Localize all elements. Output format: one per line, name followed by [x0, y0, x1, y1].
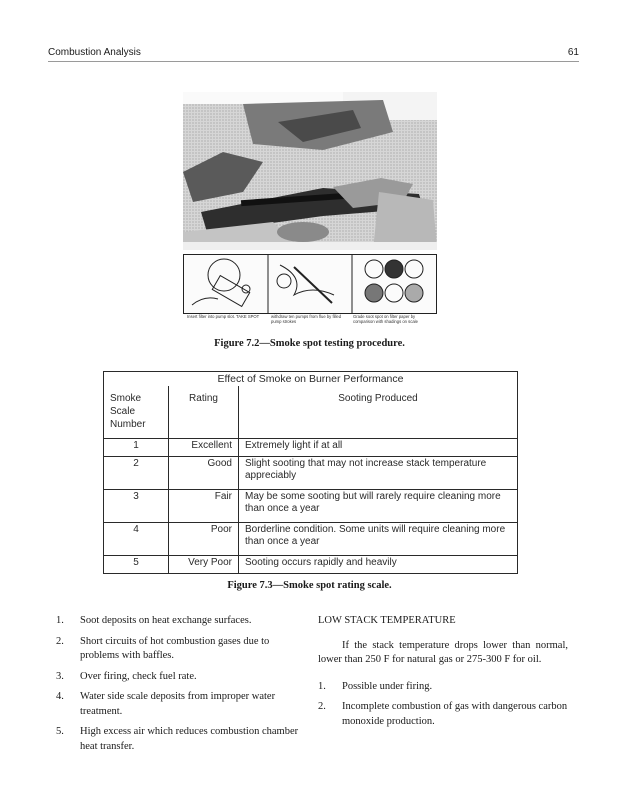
sooting: May be some sooting but will rarely require cleaning more than once a year [239, 489, 518, 522]
left-column [56, 614, 304, 760]
list-item [56, 670, 304, 685]
column-header-number: Smoke Scale Number [104, 386, 169, 438]
item-number: 2. [318, 701, 326, 712]
drawing-captions [183, 315, 437, 327]
sooting: Slight sooting that may not increase stack temperature appreciably [239, 456, 518, 489]
table-row [104, 438, 518, 456]
smoke-test-photo [183, 92, 437, 250]
drawing-caption: withdraw ten pumps from flue by filled pump strokes [271, 314, 342, 324]
rating: Very Poor [169, 555, 239, 573]
item-number: 3. [56, 670, 64, 682]
table-row [104, 489, 518, 522]
smoke-number: 3 [104, 489, 169, 522]
item-number: 4. [56, 691, 64, 702]
item-text: Over firing, check fuel rate. [80, 670, 197, 682]
cause-list [318, 680, 568, 730]
drawing-caption: Insert filter into pump slot. TAKE SPOT [187, 314, 260, 319]
item-text: Soot deposits on heat exchange surfaces. [80, 615, 252, 626]
rating: Excellent [169, 438, 239, 456]
table-row [104, 456, 518, 489]
table-title: Effect of Smoke on Burner Performance [104, 372, 518, 387]
section-heading: LOW STACK TEMPERATURE [318, 615, 456, 626]
right-column [318, 614, 568, 735]
figure-caption: Figure 7.2—Smoke spot testing procedure. [214, 338, 405, 349]
item-number: 5. [56, 726, 64, 737]
body-paragraph: If the stack temperature drops lower than normal, lower than 250 F for natural gas or 275-300 F for oil. [318, 639, 568, 665]
rating: Good [169, 456, 239, 489]
smoke-number: 4 [104, 522, 169, 555]
sooting: Borderline condition. Some units will require cleaning more than once a year [239, 522, 518, 555]
list-item [318, 680, 568, 695]
column-header-sooting: Sooting Produced [239, 386, 518, 438]
page-number: 61 [567, 47, 579, 58]
sooting: Extremely light if at all [239, 438, 518, 456]
item-text: Water side scale deposits from improper water treatment. [80, 691, 276, 717]
cause-list [56, 614, 304, 754]
column-header-rating: Rating [169, 386, 239, 438]
item-number: 1. [56, 615, 64, 626]
list-item [56, 635, 304, 664]
list-item [318, 700, 568, 729]
procedure-drawing [183, 254, 437, 314]
section-title: Combustion Analysis [48, 47, 141, 58]
list-item [56, 690, 304, 719]
item-number: 1. [318, 680, 326, 692]
item-number: 2. [56, 635, 64, 647]
list-item [56, 614, 304, 629]
item-text: Incomplete combustion of gas with dangerous carbon monoxide production. [342, 701, 568, 727]
smoke-number: 5 [104, 555, 169, 573]
item-text: Possible under firing. [342, 680, 433, 692]
sooting: Sooting occurs rapidly and heavily [239, 555, 518, 573]
drawing-caption: Grade soot spot on filter paper by comparison with shadings on scale [353, 314, 418, 324]
table-row [104, 555, 518, 573]
smoke-number: 1 [104, 438, 169, 456]
item-text: Short circuits of hot combustion gases due to problems with baffles. [80, 635, 270, 661]
page-header [48, 44, 579, 62]
smoke-number: 2 [104, 456, 169, 489]
rating: Fair [169, 489, 239, 522]
figure-caption: Figure 7.3—Smoke spot rating scale. [227, 580, 392, 591]
smoke-rating-table [103, 371, 518, 574]
item-text: High excess air which reduces combustion chamber heat transfer. [80, 726, 299, 752]
rating: Poor [169, 522, 239, 555]
list-item [56, 725, 304, 754]
table-row [104, 522, 518, 555]
